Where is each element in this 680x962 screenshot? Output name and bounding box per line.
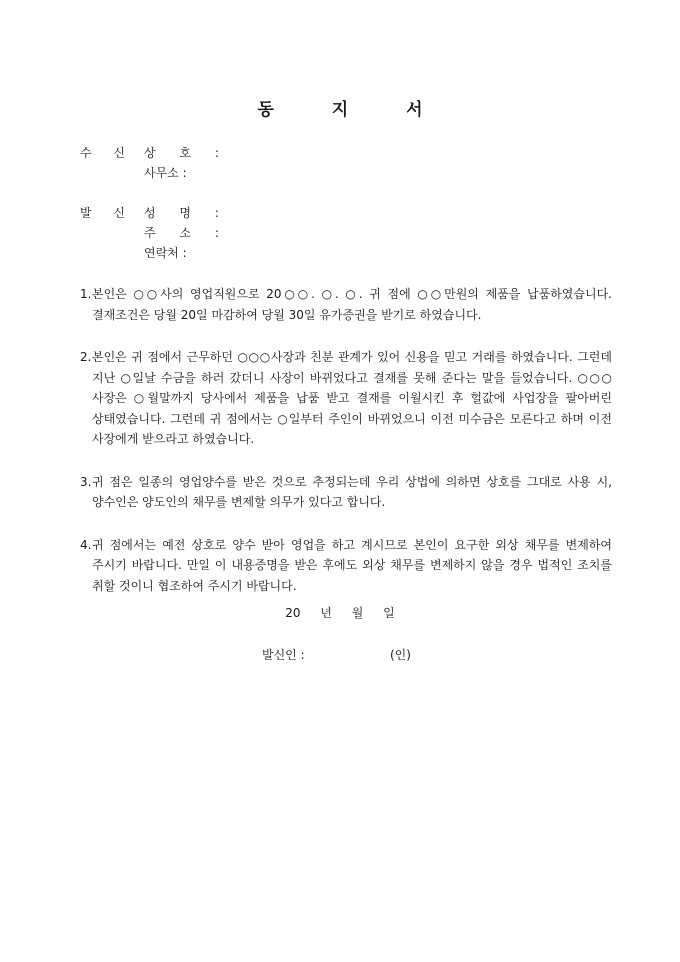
paragraph-text: 본인은 귀 점에서 근무하던 ○○○사장과 친분 관계가 있어 신용을 믿고 거래를 하였습니다. 그런데 지난 ○일날 수금을 하러 갔더니 사장이 바뀌었다고 결재를 못해 준다는 말을 들었습니다. ○○○사장은 ○월말까지 당사에서 제품을 납품 받고 결재를 이월시킨 후 헐값에 사업장을 팔아버린 상태였습니다. 그런데 귀 점에서는 ○일부터 주인이 바뀌었으니 이전 미수금은 모른다고 하며 이전 사장에게 받으라고 하였습니다. xyxy=(92,350,612,446)
sender-group-label: 발 신 xyxy=(80,206,134,220)
document-title: 동 지 서 xyxy=(257,100,449,120)
paragraph-text: 귀 점에서는 예전 상호로 양수 받아 영업을 하고 계시므로 본인이 요구한 외상 채무를 변제하여 주시기 바랍니다. 만일 이 내용증명을 받은 후에도 외상 채무를 변제하지 않을 경우 법적인 조치를 취할 것이니 협조하여 주시기 바랍니다. xyxy=(92,537,612,593)
paragraph-number: 3. xyxy=(80,474,92,489)
paragraph-4 xyxy=(80,535,612,597)
recipient-field-company: 상 호 : xyxy=(144,146,229,160)
date-line: 20 년 월 일 xyxy=(285,606,395,620)
paragraph-text: 본인은 ○○사의 영업직원으로 20○○. ○. ○. 귀 점에 ○○만원의 제품을 납품하였습니다. 결재조건은 당월 20일 마감하여 당월 30일 유가증권을 받기로 하였습니다. xyxy=(92,287,612,322)
seal-mark: (인) xyxy=(390,648,411,662)
sender-field-name: 성 명 : xyxy=(144,206,229,220)
recipient-group-label: 수 신 xyxy=(80,146,134,160)
paragraph-number: 1. xyxy=(80,287,92,301)
paragraph-number: 4. xyxy=(80,537,92,552)
sender-field-address: 주 소 : xyxy=(144,226,229,240)
paragraph-3 xyxy=(80,472,612,513)
paragraph-2 xyxy=(80,347,612,450)
signature-line xyxy=(262,646,411,663)
recipient-field-office: 사무소 : xyxy=(144,166,187,180)
paragraph-number: 2. xyxy=(80,350,92,364)
paragraph-1 xyxy=(80,284,612,325)
sender-field-contact: 연락처 : xyxy=(144,246,187,260)
signature-label: 발신인 : xyxy=(262,648,305,662)
paragraph-text: 귀 점은 일종의 영업양수를 받은 것으로 추정되는데 우리 상법에 의하면 상호를 그대로 사용 시, 양수인은 양도인의 채무를 변제할 의무가 있다고 합니다. xyxy=(92,474,612,509)
body-paragraphs xyxy=(80,284,612,618)
